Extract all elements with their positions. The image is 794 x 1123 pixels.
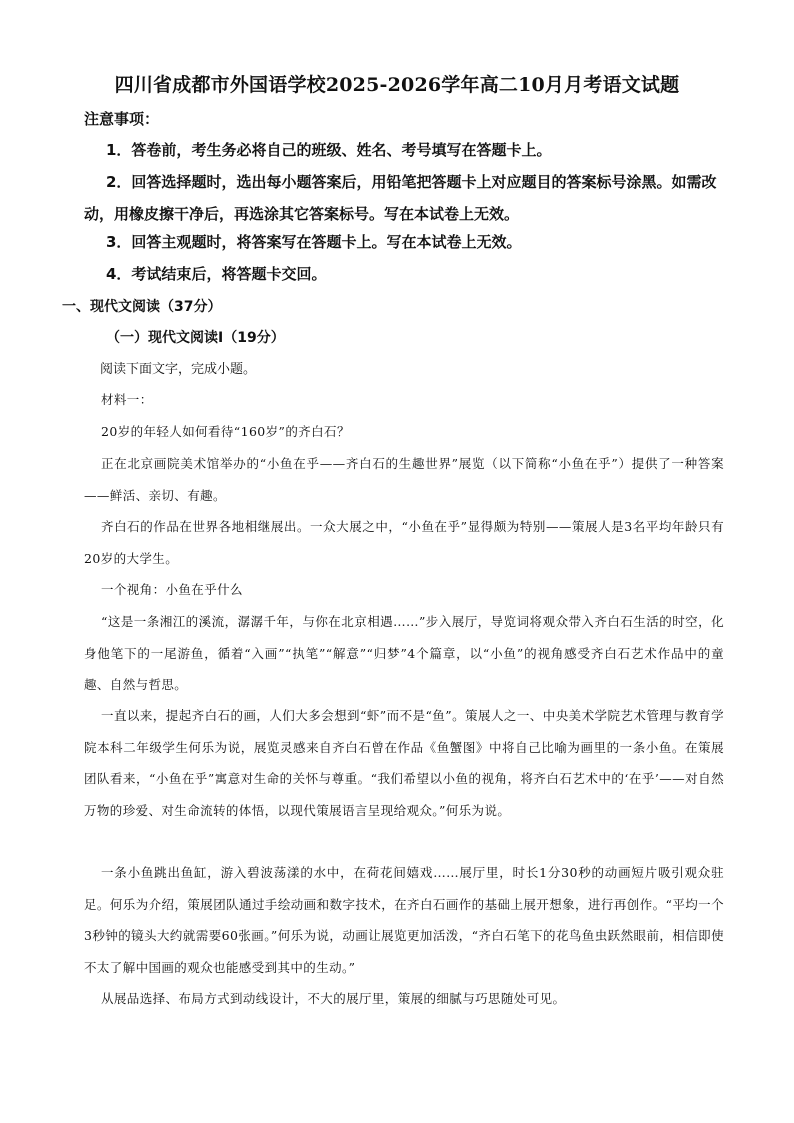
reading-instruction: 阅读下面文字，完成小题。 <box>100 362 257 377</box>
article-paragraph-6: 一条小鱼跳出鱼缸，游入碧波荡漾的水中，在荷花间嬉戏……展厅里，时长1分30秒的动画短片吸引观众驻足。何乐为介绍，策展团队通过手绘动画和数字技术，在齐白石画作的基础上展开想象，进行再创作。“平均一个3秒钟的镜头大约就需要60张画。”何乐为说，动画让展览更加活泼，“齐白石笔下的花鸟鱼虫跃然眼前，相信即使不太了解中国画的观众也能感受到其中的生动。” <box>84 865 724 975</box>
notice-item-3: 3．回答主观题时，将答案写在答题卡上。写在本试卷上无效。 <box>106 233 522 251</box>
article-paragraph-4: “这是一条湘江的溪流，潺潺千年，与你在北京相遇……”步入展厅，导览词将观众带入齐白石生活的时空，化身他笔下的一尾游鱼，循着“入画”“执笔”“解意”“归梦”4个篇章，以“小鱼”的视角感受齐白石艺术作品中的童趣、自然与哲思。 <box>84 614 724 693</box>
article-paragraph-2: 正在北京画院美术馆举办的“小鱼在乎——齐白石的生趣世界”展览（以下简称“小鱼在乎”）提供了一种答案——鲜活、亲切、有趣。 <box>84 456 724 503</box>
notice-item-1: 1．答卷前，考生务必将自己的班级、姓名、考号填写在答题卡上。 <box>106 141 552 159</box>
article-paragraph-3: 齐白石的作品在世界各地相继展出。一众大展之中，“小鱼在乎”显得颇为特别——策展人是3名平均年龄只有20岁的大学生。 <box>84 519 724 566</box>
section-heading: 一、现代文阅读（37分） <box>62 299 222 315</box>
article-paragraph-7: 从展品选择、布局方式到动线设计，不大的展厅里，策展的细腻与巧思随处可见。 <box>101 991 566 1006</box>
material-label: 材料一： <box>101 392 153 407</box>
article-subheading: 一个视角：小鱼在乎什么 <box>101 582 243 597</box>
notice-item-2: 2．回答选择题时，选出每小题答案后，用铅笔把答题卡上对应题目的答案标号涂黑。如需改动，用橡皮擦干净后，再选涂其它答案标号。写在本试卷上无效。 <box>84 173 717 223</box>
subsection-heading: （一）现代文阅读Ⅰ（19分） <box>106 330 285 346</box>
notice-item-4: 4．考试结束后，将答题卡交回。 <box>106 265 327 283</box>
article-paragraph-1: 20岁的年轻人如何看待“160岁”的齐白石？ <box>101 424 350 439</box>
notice-heading: 注意事项： <box>84 110 160 128</box>
exam-title: 四川省成都市外国语学校2025-2026学年高二10月月考语文试题 <box>114 74 680 96</box>
article-paragraph-5: 一直以来，提起齐白石的画，人们大多会想到“虾”而不是“鱼”。策展人之一、中央美术学院艺术管理与教育学院本科二年级学生何乐为说，展览灵感来自齐白石曾在作品《鱼蟹图》中将自己比喻为画里的一条小鱼。在策展团队看来，“小鱼在乎”寓意对生命的关怀与尊重。“我们希望以小鱼的视角，将齐白石艺术中的‘在乎’——对自然万物的珍爱、对生命流转的体悟，以现代策展语言呈现给观众。”何乐为说。 <box>84 708 724 818</box>
